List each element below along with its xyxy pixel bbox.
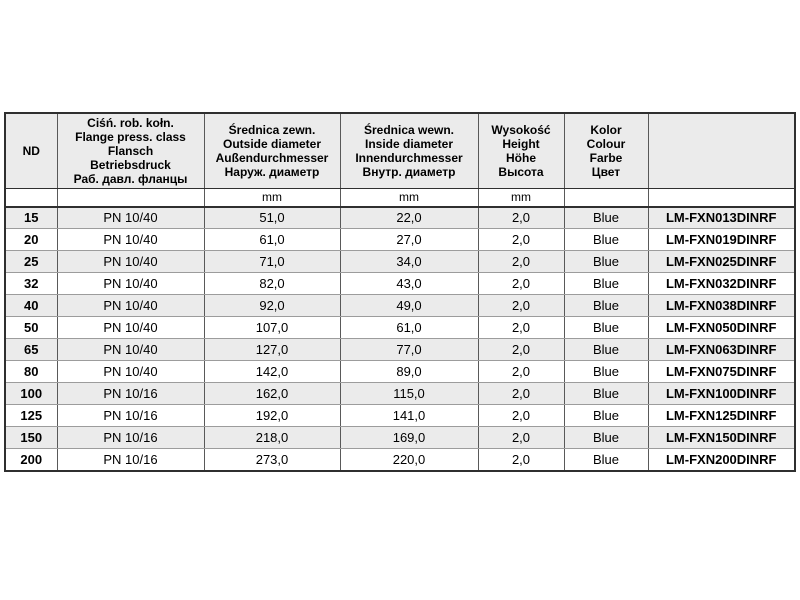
cell-inside-diameter: 34,0 [340,251,478,273]
cell-outside-diameter: 92,0 [204,295,340,317]
table-body [5,207,795,471]
unit-cell: mm [478,189,564,207]
cell-pressure-class: PN 10/16 [57,383,204,405]
cell-colour: Blue [564,295,648,317]
cell-inside-diameter: 141,0 [340,405,478,427]
cell-product-code: LM-FXN050DINRF [648,317,795,339]
cell-height: 2,0 [478,207,564,229]
cell-product-code: LM-FXN038DINRF [648,295,795,317]
unit-cell [57,189,204,207]
cell-product-code: LM-FXN032DINRF [648,273,795,295]
cell-height: 2,0 [478,229,564,251]
cell-height: 2,0 [478,295,564,317]
cell-height: 2,0 [478,427,564,449]
cell-pressure-class: PN 10/40 [57,251,204,273]
cell-product-code: LM-FXN150DINRF [648,427,795,449]
cell-colour: Blue [564,273,648,295]
table-row [5,295,795,317]
cell-outside-diameter: 192,0 [204,405,340,427]
cell-outside-diameter: 142,0 [204,361,340,383]
table-row [5,207,795,229]
cell-inside-diameter: 115,0 [340,383,478,405]
header-line: Flansch [107,144,154,158]
header-line: Betriebsdruck [90,158,171,172]
cell-pressure-class: PN 10/40 [57,361,204,383]
table-row [5,427,795,449]
cell-colour: Blue [564,251,648,273]
column-header-pressure-class [57,113,204,189]
cell-inside-diameter: 27,0 [340,229,478,251]
header-line: Kolor [590,123,622,137]
column-header-inside-diameter [340,113,478,189]
header-line: Colour [586,137,626,151]
header-line: ND [22,144,40,158]
table-row [5,229,795,251]
table-row [5,251,795,273]
column-header-outside-diameter [204,113,340,189]
cell-product-code: LM-FXN200DINRF [648,449,795,471]
cell-product-code: LM-FXN125DINRF [648,405,795,427]
header-line: Średnica wewn. [363,123,455,137]
cell-product-code: LM-FXN100DINRF [648,383,795,405]
cell-inside-diameter: 77,0 [340,339,478,361]
cell-colour: Blue [564,207,648,229]
column-header-height [478,113,564,189]
cell-colour: Blue [564,383,648,405]
header-line: Наруж. диаметр [224,165,320,179]
header-line: Inside diameter [364,137,454,151]
cell-nd: 32 [5,273,57,295]
header-line: Innendurchmesser [355,151,463,165]
unit-cell: mm [204,189,340,207]
cell-height: 2,0 [478,405,564,427]
unit-cell [648,189,795,207]
table-row [5,405,795,427]
table-row [5,317,795,339]
cell-outside-diameter: 51,0 [204,207,340,229]
cell-inside-diameter: 220,0 [340,449,478,471]
header-line: Раб. давл. фланцы [73,172,188,186]
cell-outside-diameter: 82,0 [204,273,340,295]
header-line: Außendurchmesser [215,151,329,165]
cell-product-code: LM-FXN019DINRF [648,229,795,251]
cell-pressure-class: PN 10/40 [57,295,204,317]
cell-outside-diameter: 71,0 [204,251,340,273]
cell-nd: 40 [5,295,57,317]
cell-outside-diameter: 162,0 [204,383,340,405]
cell-pressure-class: PN 10/40 [57,207,204,229]
header-line: Średnica zewn. [228,123,316,137]
cell-product-code: LM-FXN013DINRF [648,207,795,229]
header-line: Outside diameter [222,137,322,151]
table-header-row [5,113,795,189]
cell-nd: 15 [5,207,57,229]
cell-colour: Blue [564,427,648,449]
cell-nd: 65 [5,339,57,361]
cell-height: 2,0 [478,273,564,295]
header-line: Цвет [591,165,621,179]
cell-outside-diameter: 273,0 [204,449,340,471]
cell-nd: 200 [5,449,57,471]
unit-cell: mm [340,189,478,207]
cell-nd: 20 [5,229,57,251]
column-header-product-code [648,113,795,189]
table-row [5,449,795,471]
cell-colour: Blue [564,229,648,251]
units-row [5,189,795,207]
table-row [5,339,795,361]
cell-colour: Blue [564,317,648,339]
header-line: Height [502,137,540,151]
cell-pressure-class: PN 10/16 [57,405,204,427]
cell-outside-diameter: 127,0 [204,339,340,361]
cell-outside-diameter: 107,0 [204,317,340,339]
cell-inside-diameter: 22,0 [340,207,478,229]
cell-pressure-class: PN 10/40 [57,317,204,339]
cell-height: 2,0 [478,361,564,383]
cell-pressure-class: PN 10/16 [57,427,204,449]
cell-height: 2,0 [478,317,564,339]
cell-outside-diameter: 61,0 [204,229,340,251]
cell-height: 2,0 [478,339,564,361]
header-line: Farbe [589,151,623,165]
header-line: Wysokość [491,123,551,137]
cell-pressure-class: PN 10/40 [57,273,204,295]
cell-pressure-class: PN 10/16 [57,449,204,471]
gasket-dimension-table [4,112,796,472]
cell-height: 2,0 [478,251,564,273]
cell-height: 2,0 [478,449,564,471]
cell-inside-diameter: 61,0 [340,317,478,339]
cell-product-code: LM-FXN025DINRF [648,251,795,273]
table-row [5,383,795,405]
table-row [5,361,795,383]
cell-nd: 150 [5,427,57,449]
cell-inside-diameter: 49,0 [340,295,478,317]
cell-colour: Blue [564,449,648,471]
cell-product-code: LM-FXN075DINRF [648,361,795,383]
table-row [5,273,795,295]
cell-nd: 100 [5,383,57,405]
cell-product-code: LM-FXN063DINRF [648,339,795,361]
cell-inside-diameter: 169,0 [340,427,478,449]
column-header-nd [5,113,57,189]
column-header-colour [564,113,648,189]
cell-outside-diameter: 218,0 [204,427,340,449]
cell-pressure-class: PN 10/40 [57,229,204,251]
cell-colour: Blue [564,339,648,361]
cell-inside-diameter: 89,0 [340,361,478,383]
cell-colour: Blue [564,361,648,383]
cell-pressure-class: PN 10/40 [57,339,204,361]
header-line: Высота [498,165,544,179]
cell-inside-diameter: 43,0 [340,273,478,295]
unit-cell [564,189,648,207]
cell-nd: 25 [5,251,57,273]
cell-nd: 50 [5,317,57,339]
cell-nd: 80 [5,361,57,383]
unit-cell [5,189,57,207]
cell-height: 2,0 [478,383,564,405]
header-line: Ciśń. rob. kołn. [87,116,174,130]
cell-nd: 125 [5,405,57,427]
header-line: Höhe [506,151,536,165]
cell-colour: Blue [564,405,648,427]
header-line: Внутр. диаметр [362,165,456,179]
header-line: Flange press. class [75,130,186,144]
